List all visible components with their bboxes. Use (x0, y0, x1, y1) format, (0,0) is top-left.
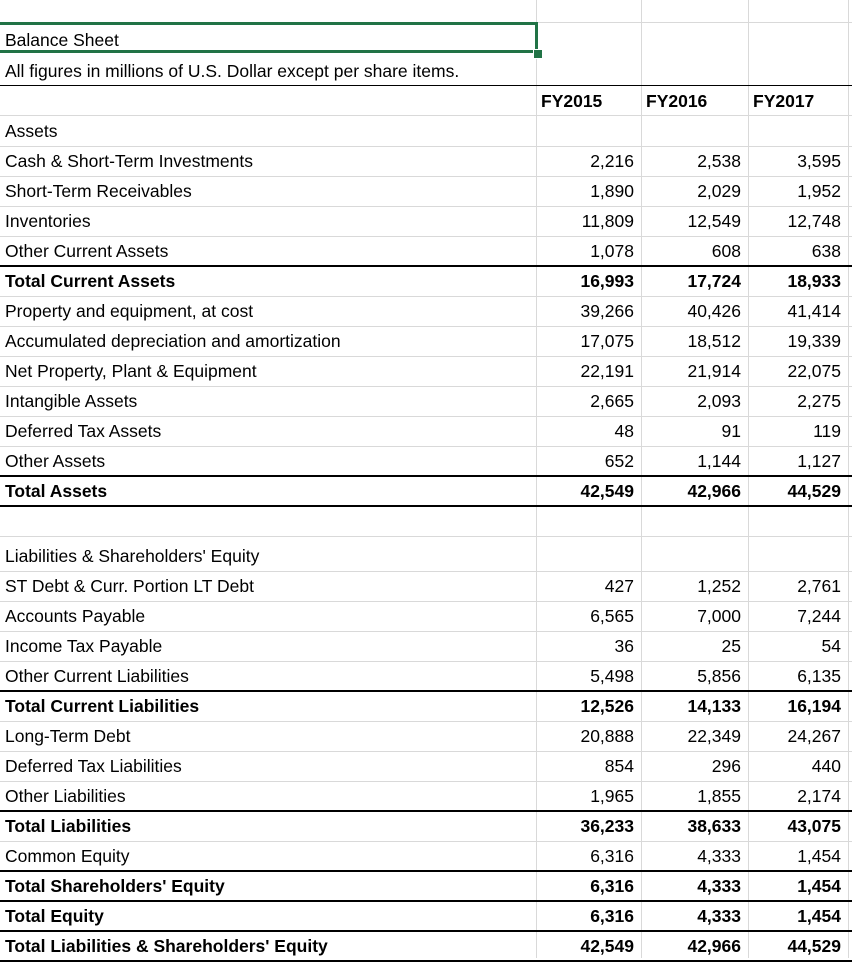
value-cell-fy2016[interactable]: 2,093 (697, 391, 741, 411)
total-top-border (0, 690, 852, 692)
value-cell-fy2017[interactable]: 6,135 (797, 666, 841, 686)
row-label[interactable]: Inventories (5, 211, 91, 231)
total-top-border (0, 870, 852, 872)
table-row[interactable] (0, 386, 852, 416)
table-row[interactable] (0, 296, 852, 326)
row-label[interactable]: Other Current Liabilities (5, 666, 189, 686)
value-cell-fy2017[interactable]: 2,761 (797, 576, 841, 596)
table-row[interactable] (0, 811, 852, 841)
section-label[interactable]: Liabilities & Shareholders' Equity (5, 546, 260, 566)
sheet-subtitle[interactable]: All figures in millions of U.S. Dollar except per share items. (5, 61, 460, 81)
table-row[interactable] (0, 751, 852, 781)
value-cell-fy2016[interactable]: 4,333 (697, 906, 741, 926)
value-cell-fy2015[interactable]: 6,565 (590, 606, 634, 626)
table-row[interactable] (0, 931, 852, 961)
row-label[interactable]: Total Assets (5, 481, 108, 501)
table-row[interactable] (0, 236, 852, 266)
value-cell-fy2015[interactable]: 1,965 (590, 786, 634, 806)
row-label[interactable]: Total Shareholders' Equity (5, 876, 225, 896)
row-label[interactable]: Deferred Tax Liabilities (5, 756, 182, 776)
table-row[interactable] (0, 326, 852, 356)
value-cell-fy2015[interactable]: 20,888 (580, 726, 634, 746)
table-row[interactable] (0, 601, 852, 631)
table-row[interactable] (0, 631, 852, 661)
row-label[interactable]: Total Liabilities & Shareholders' Equity (5, 936, 328, 956)
value-cell-fy2015[interactable]: 36 (614, 636, 634, 656)
value-cell-fy2015[interactable]: 6,316 (590, 846, 634, 866)
row-label[interactable]: ST Debt & Curr. Portion LT Debt (5, 576, 254, 596)
table-row[interactable] (0, 841, 852, 871)
value-cell-fy2017[interactable]: 43,075 (787, 816, 841, 836)
value-cell-fy2016[interactable]: 4,333 (697, 876, 741, 896)
value-cell-fy2017[interactable]: 12,748 (787, 211, 841, 231)
value-cell-fy2016[interactable]: 296 (711, 756, 741, 776)
value-cell-fy2015[interactable]: 42,549 (580, 481, 634, 501)
total-top-border (0, 930, 852, 932)
section-label[interactable]: Assets (5, 121, 58, 141)
value-cell-fy2016[interactable]: 38,633 (687, 816, 741, 836)
value-cell-fy2017[interactable]: 638 (811, 241, 841, 261)
table-row[interactable] (0, 146, 852, 176)
header-fy2017[interactable]: FY2017 (753, 91, 815, 111)
column-header-row[interactable] (0, 85, 852, 115)
value-cell-fy2017[interactable]: 41,414 (787, 301, 841, 321)
value-cell-fy2017[interactable]: 54 (821, 636, 841, 656)
value-cell-fy2015[interactable]: 48 (614, 421, 634, 441)
value-cell-fy2017[interactable]: 18,933 (787, 271, 841, 291)
value-cell-fy2016[interactable]: 18,512 (687, 331, 741, 351)
value-cell-fy2017[interactable]: 24,267 (787, 726, 841, 746)
value-cell-fy2016[interactable]: 1,144 (697, 451, 741, 471)
value-cell-fy2016[interactable]: 4,333 (697, 846, 741, 866)
value-cell-fy2016[interactable]: 2,538 (697, 151, 741, 171)
value-cell-fy2015[interactable]: 11,809 (581, 211, 634, 231)
value-cell-fy2017[interactable]: 2,275 (797, 391, 841, 411)
value-cell-fy2016[interactable]: 91 (721, 421, 741, 441)
table-row[interactable] (0, 356, 852, 386)
value-cell-fy2016[interactable]: 12,549 (687, 211, 741, 231)
header-fy2016[interactable]: FY2016 (646, 91, 708, 111)
row-label[interactable]: Intangible Assets (5, 391, 138, 411)
value-cell-fy2017[interactable]: 22,075 (787, 361, 841, 381)
value-cell-fy2016[interactable]: 21,914 (687, 361, 741, 381)
sheet-title[interactable]: Balance Sheet (5, 30, 119, 50)
row-label[interactable]: Long-Term Debt (5, 726, 131, 746)
value-cell-fy2016[interactable]: 7,000 (697, 606, 741, 626)
table-row[interactable] (0, 206, 852, 236)
value-cell-fy2017[interactable]: 440 (811, 756, 841, 776)
value-cell-fy2015[interactable]: 427 (604, 576, 634, 596)
value-cell-fy2016[interactable]: 42,966 (687, 936, 741, 956)
value-cell-fy2016[interactable]: 14,133 (687, 696, 741, 716)
value-cell-fy2016[interactable]: 5,856 (697, 666, 741, 686)
section-header-row[interactable] (0, 541, 852, 571)
table-row[interactable] (0, 571, 852, 601)
table-row[interactable] (0, 901, 852, 931)
value-cell-fy2016[interactable]: 1,252 (697, 576, 741, 596)
total-top-border (0, 900, 852, 902)
row-label[interactable]: Common Equity (5, 846, 130, 866)
value-cell-fy2017[interactable]: 19,339 (787, 331, 841, 351)
value-cell-fy2016[interactable]: 608 (711, 241, 741, 261)
value-cell-fy2015[interactable]: 854 (604, 756, 634, 776)
value-cell-fy2017[interactable]: 44,529 (787, 936, 841, 956)
total-top-border (0, 810, 852, 812)
value-cell-fy2017[interactable]: 1,952 (797, 181, 841, 201)
value-cell-fy2016[interactable]: 17,724 (687, 271, 741, 291)
value-cell-fy2015[interactable]: 6,316 (590, 906, 634, 926)
table-row[interactable] (0, 871, 852, 901)
value-cell-fy2015[interactable]: 22,191 (580, 361, 634, 381)
table-row[interactable] (0, 416, 852, 446)
total-bottom-border (0, 505, 852, 507)
value-cell-fy2016[interactable]: 2,029 (697, 181, 741, 201)
table-row[interactable] (0, 176, 852, 206)
value-cell-fy2017[interactable]: 1,127 (797, 451, 841, 471)
total-top-border (0, 475, 852, 477)
value-cell-fy2015[interactable]: 1,890 (590, 181, 634, 201)
value-cell-fy2016[interactable]: 1,855 (697, 786, 741, 806)
value-cell-fy2017[interactable]: 44,529 (787, 481, 841, 501)
row-label[interactable]: Other Assets (5, 451, 106, 471)
value-cell-fy2015[interactable]: 652 (604, 451, 634, 471)
value-cell-fy2017[interactable]: 7,244 (797, 606, 841, 626)
value-cell-fy2017[interactable]: 1,454 (797, 876, 841, 896)
subtitle-row[interactable] (0, 55, 852, 85)
value-cell-fy2017[interactable]: 119 (813, 421, 841, 441)
value-cell-fy2017[interactable]: 1,454 (797, 846, 841, 866)
row-label[interactable]: Total Liabilities (5, 816, 132, 836)
value-cell-fy2015[interactable]: 16,993 (580, 271, 634, 291)
header-fy2015[interactable]: FY2015 (541, 91, 603, 111)
section-header-row[interactable] (0, 116, 852, 146)
row-label[interactable]: Deferred Tax Assets (5, 421, 162, 441)
row-label[interactable]: Other Liabilities (5, 786, 126, 806)
row-label[interactable]: Income Tax Payable (5, 636, 163, 656)
value-cell-fy2015[interactable]: 39,266 (580, 301, 634, 321)
row-label[interactable]: Net Property, Plant & Equipment (5, 361, 257, 381)
row-label[interactable]: Accounts Payable (5, 606, 146, 626)
table-row[interactable] (0, 691, 852, 721)
value-cell-fy2015[interactable]: 36,233 (580, 816, 634, 836)
value-cell-fy2017[interactable]: 3,595 (797, 151, 841, 171)
table-row[interactable] (0, 476, 852, 506)
row-label[interactable]: Other Current Assets (5, 241, 169, 261)
row-label[interactable]: Short-Term Receivables (5, 181, 192, 201)
table-row[interactable] (0, 266, 852, 296)
value-cell-fy2016[interactable]: 42,966 (687, 481, 741, 501)
value-cell-fy2015[interactable]: 2,216 (590, 151, 634, 171)
value-cell-fy2016[interactable]: 40,426 (687, 301, 741, 321)
value-cell-fy2017[interactable]: 2,174 (797, 786, 841, 806)
table-row[interactable] (0, 661, 852, 691)
row-label[interactable]: Property and equipment, at cost (5, 301, 254, 321)
total-top-border (0, 265, 852, 267)
value-cell-fy2016[interactable]: 22,349 (687, 726, 741, 746)
value-cell-fy2015[interactable]: 2,665 (590, 391, 634, 411)
row-label[interactable]: Total Equity (5, 906, 104, 926)
value-cell-fy2017[interactable]: 16,194 (787, 696, 841, 716)
value-cell-fy2017[interactable]: 1,454 (797, 906, 841, 926)
row-label[interactable]: Cash & Short-Term Investments (5, 151, 253, 171)
row-label[interactable]: Total Current Assets (5, 271, 176, 291)
table-row[interactable] (0, 446, 852, 476)
row-divider (0, 536, 852, 537)
value-cell-fy2015[interactable]: 12,526 (580, 696, 634, 716)
table-row[interactable] (0, 721, 852, 751)
table-row[interactable] (0, 781, 852, 811)
value-cell-fy2015[interactable]: 5,498 (590, 666, 634, 686)
selected-cell-border (0, 22, 538, 53)
value-cell-fy2016[interactable]: 25 (721, 636, 741, 656)
value-cell-fy2015[interactable]: 1,078 (590, 241, 634, 261)
value-cell-fy2015[interactable]: 6,316 (590, 876, 634, 896)
value-cell-fy2015[interactable]: 17,075 (580, 331, 634, 351)
row-label[interactable]: Total Current Liabilities (5, 696, 200, 716)
row-label[interactable]: Accumulated depreciation and amortization (5, 331, 341, 351)
value-cell-fy2015[interactable]: 42,549 (580, 936, 634, 956)
